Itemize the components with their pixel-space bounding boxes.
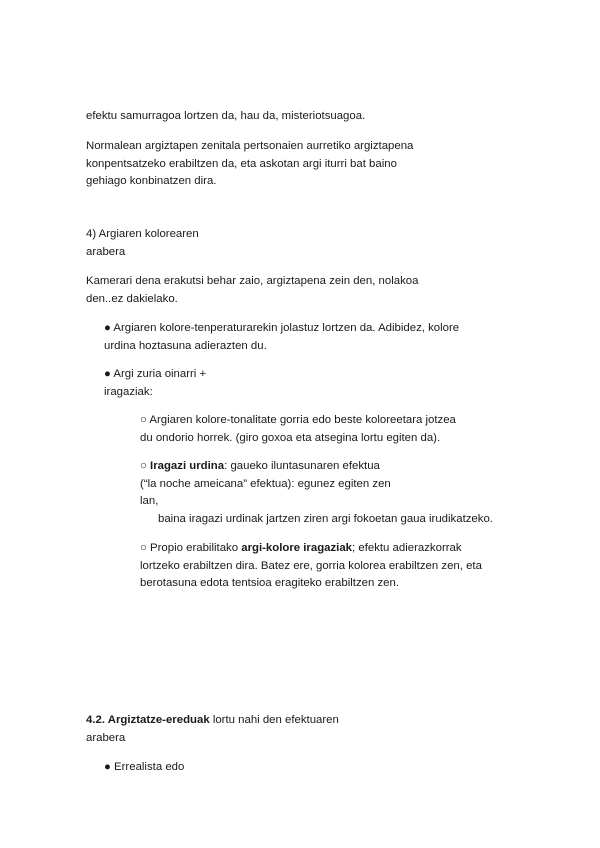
section-heading	[86, 712, 339, 730]
heading-text: lortu nahi den efektuaren	[209, 714, 339, 726]
bold-term: 4.2. Argiztatze-ereduak	[86, 714, 210, 726]
section-heading: 4) Argiaren kolorearen	[86, 228, 199, 240]
paragraph-line: Kamerari dena erakutsi behar zaio, argiztapena zein den, nolakoa	[86, 275, 419, 287]
sub-bullet-item: ○ Argiaren kolore-tonalitate gorria edo beste koloreetara jotzea	[140, 414, 456, 426]
bullet-item-continuation: iragaziak:	[104, 385, 153, 398]
sub-bullet-continuation: lan,	[140, 495, 159, 507]
bullet-item: ● Argi zuria oinarri +	[104, 368, 207, 380]
sub-bullet-continuation: baina iragazi urdinak jartzen ziren argi fokoetan gaua irudikatzeko.	[158, 512, 493, 525]
sub-bullet-text: ; efektu adierazkorrak	[352, 542, 462, 554]
sub-bullet-continuation: berotasuna edota tentsioa eragiteko erabiltzen zen.	[140, 577, 399, 589]
sub-bullet-item	[140, 458, 380, 476]
sub-bullet-continuation: (“la noche ameicana” efektua): egunez egiten zen	[140, 477, 391, 490]
sub-bullet-continuation: lortzeko erabiltzen dira. Batez ere, gorria kolorea erabiltzen zen, eta	[140, 559, 482, 572]
sub-bullet-marker: ○	[140, 460, 151, 472]
bullet-item: ● Argiaren kolore-tenperaturarekin jolastuz lortzen da. Adibidez, kolore	[104, 322, 460, 334]
bullet-item-continuation: urdina hoztasuna adierazten du.	[104, 339, 267, 352]
paragraph-line: konpentsatzeko erabiltzen da, eta askotan argi iturri bat baino	[86, 157, 397, 170]
paragraph-line: efektu samurragoa lortzen da, hau da, misteriotsuagoa.	[86, 110, 366, 122]
bullet-item: ● Errealista edo	[104, 761, 185, 773]
sub-bullet-item	[140, 540, 462, 558]
bold-term: argi-kolore iragaziak	[241, 542, 353, 554]
sub-bullet-text: ○ Propio erabilitako	[140, 542, 242, 554]
bold-term: Iragazi urdina	[150, 460, 225, 472]
paragraph-line: den..ez dakielako.	[86, 292, 178, 305]
section-heading: arabera	[86, 245, 126, 258]
sub-bullet-continuation: du ondorio horrek. (giro goxoa eta atsegina lortu egiten da).	[140, 431, 441, 444]
paragraph-line: gehiago konbinatzen dira.	[86, 175, 217, 187]
section-heading: arabera	[86, 731, 126, 744]
sub-bullet-text: : gaueko iluntasunaren efektua	[224, 460, 380, 472]
paragraph-line: Normalean argiztapen zenitala pertsonaien aurretiko argiztapena	[86, 140, 414, 152]
